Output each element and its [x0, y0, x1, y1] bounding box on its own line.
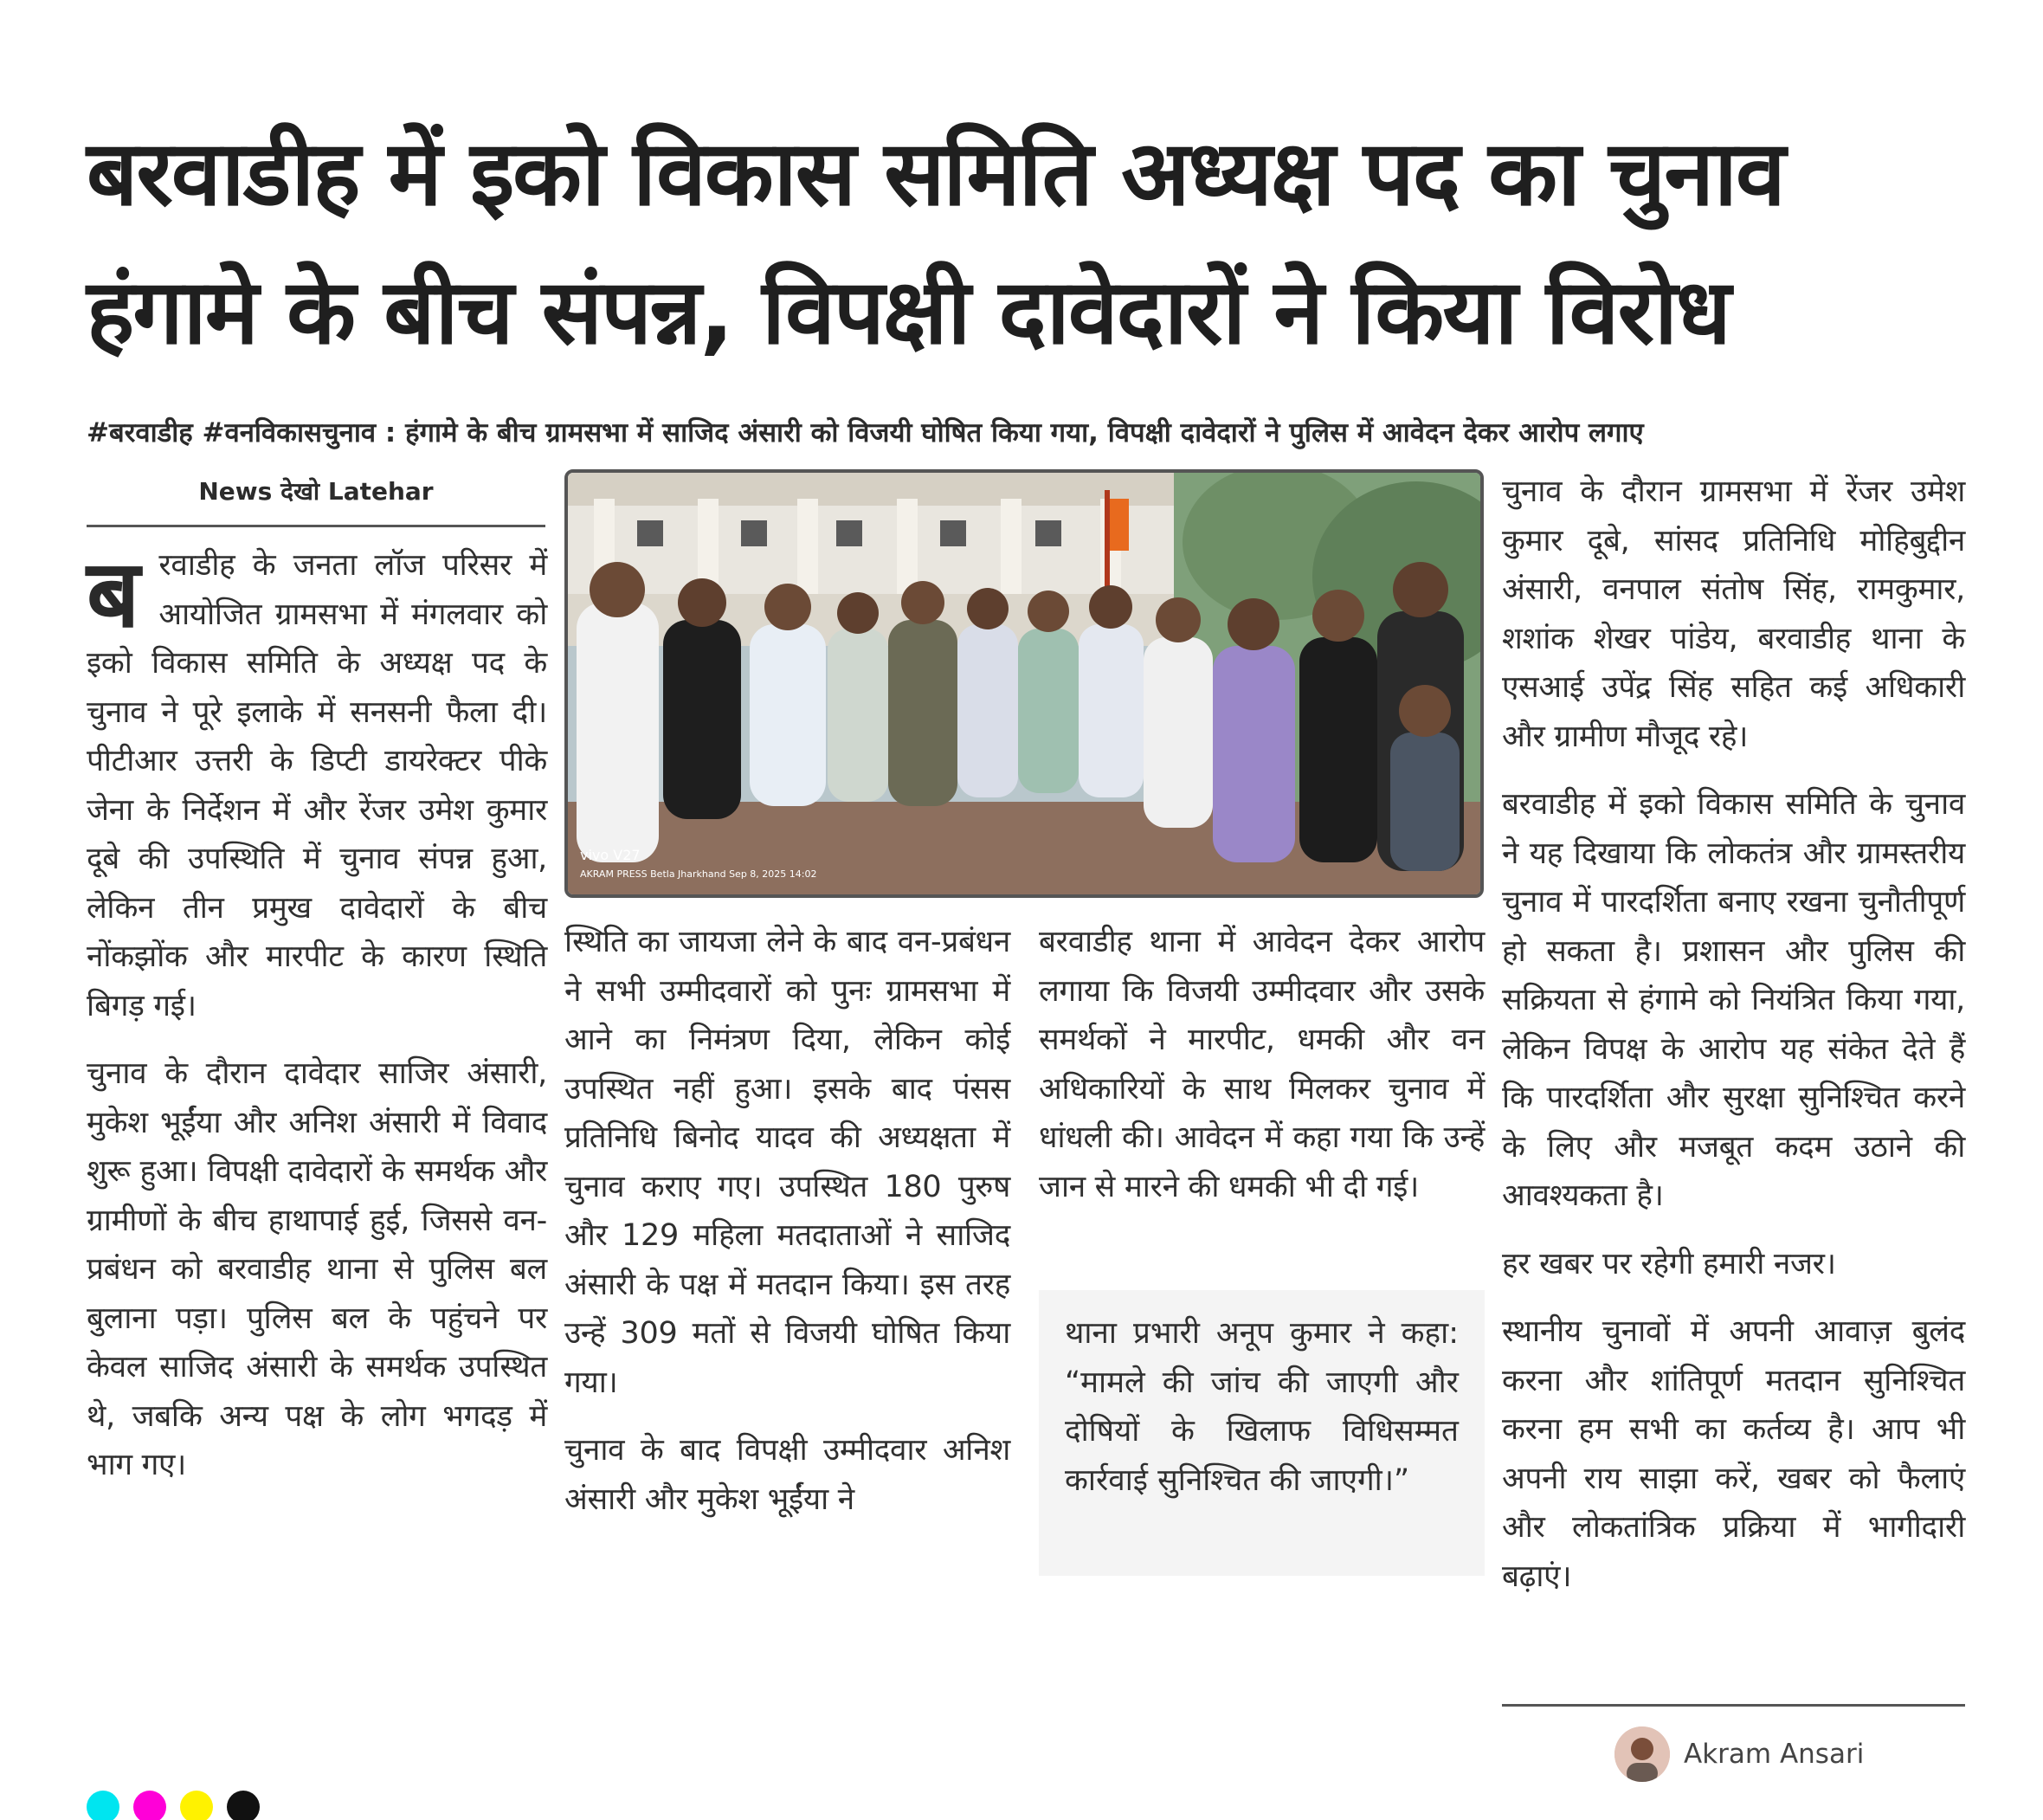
paragraph: चुनाव के दौरान दावेदार साजिर अंसारी, मुकेश भूईंया और अनिश अंसारी में विवाद शुरू हुआ। विपक्षी दावेदारों के समर्थक और ग्रामीणों के बीच हाथापाई हुई, जिससे वन-प्रबंधन को बरवाडीह थाना से पुलिस बल बुलाना पड़ा। पुलिस बल के पहुंचने पर केवल साजिद अंसारी के समर्थक उपस्थित थे, जबकि अन्य पक्ष के लोग भगदड़ में भाग गए। — [87, 1056, 547, 1482]
paragraph: चुनाव के बाद विपक्षी उम्मीदवार अनिश अंसारी और मुकेश भूईंया ने — [564, 1433, 1010, 1517]
column-1 — [87, 541, 547, 1509]
magenta-dot — [133, 1791, 166, 1820]
column-3 — [1039, 918, 1485, 1230]
author-avatar-icon — [1614, 1726, 1670, 1782]
subheadline: #बरवाडीह #वनविकासचुनाव : हंगामे के बीच ग्रामसभा में साजिद अंसारी को विजयी घोषित किया गया, विपक्षी दावेदारों ने पुलिस में आवेदन देकर आरोप लगाए — [87, 417, 1644, 449]
paragraph: बरवाडीह थाना में आवेदन देकर आरोप लगाया कि विजयी उम्मीदवार और उसके समर्थकों ने मारपीट, धमकी और वन अधिकारियों के साथ मिलकर चुनाव में धांधली की। आवेदन में कहा गया कि उन्हें जान से मारने की धमकी भी दी गई। — [1039, 925, 1485, 1204]
article-photo — [564, 469, 1484, 898]
cyan-dot — [87, 1791, 119, 1820]
end-divider — [1502, 1704, 1965, 1707]
yellow-dot — [180, 1791, 213, 1820]
column-2 — [564, 918, 1010, 1543]
author-credit — [1614, 1726, 1864, 1782]
column-4 — [1502, 468, 1965, 1620]
paragraph: चुनाव के दौरान ग्रामसभा में रेंजर उमेश कुमार दूबे, सांसद प्रतिनिधि मोहिबुद्दीन अंसारी, वनपाल संतोष सिंह, रामकुमार, शशांक शेखर पांडेय, बरवाडीह थाना के एसआई उपेंद्र सिंह सहित कई अधिकारी और ग्रामीण मौजूद रहे। — [1502, 474, 1965, 754]
headline — [87, 104, 1974, 381]
group-photo-illustration — [568, 473, 1480, 894]
headline-line-2: हंगामे के बीच संपन्न, विपक्षी दावेदारों ने किया विरोध — [87, 259, 1730, 365]
black-dot — [227, 1791, 260, 1820]
cmyk-registration-marks — [87, 1791, 260, 1820]
avatar — [1614, 1726, 1670, 1782]
byline: News देखो Latehar — [87, 474, 545, 527]
photo-watermark-caption: AKRAM PRESS Betla Jharkhand Sep 8, 2025 14:02 — [580, 868, 817, 880]
paragraph: स्थिति का जायजा लेने के बाद वन-प्रबंधन ने सभी उम्मीदवारों को पुनः ग्रामसभा में आने का निमंत्रण दिया, लेकिन कोई उपस्थित नहीं हुआ। इसके बाद पंसस प्रतिनिधि बिनोद यादव की अध्यक्षता में चुनाव कराए गए। उपस्थित 180 पुरुष और 129 महिला मतदाताओं ने साजिद अंसारी के पक्ष में मतदान किया। इस तरह उन्हें 309 मतों से विजयी घोषित किया गया। — [564, 925, 1010, 1400]
pull-quote: थाना प्रभारी अनूप कुमार ने कहा: “मामले की जांच की जाएगी और दोषियों के खिलाफ विधिसम्मत कार्रवाई सुनिश्चित की जाएगी।” — [1039, 1290, 1485, 1576]
dropcap: ब — [87, 540, 140, 649]
photo-watermark-device: vivo V27 — [580, 847, 641, 863]
paragraph: बरवाडीह में इको विकास समिति के चुनाव ने यह दिखाया कि लोकतंत्र और ग्रामस्तरीय चुनाव में पारदर्शिता बनाए रखना चुनौतीपूर्ण हो सकता है। प्रशासन और पुलिस की सक्रियता से हंगामे को नियंत्रित किया गया, लेकिन विपक्ष के आरोप यह संकेत देते हैं कि पारदर्शिता और सुरक्षा सुनिश्चित करने के लिए और मजबूत कदम उठाने की आवश्यकता है। — [1502, 787, 1965, 1213]
headline-line-1: बरवाडीह में इको विकास समिति अध्यक्ष पद का चुनाव — [87, 120, 1784, 226]
paragraph: हर खबर पर रहेगी हमारी नजर। — [1502, 1246, 1836, 1281]
paragraph-text: रवाडीह के जनता लॉज परिसर में आयोजित ग्रामसभा में मंगलवार को इको विकास समिति के अध्यक्ष पद के चुनाव ने पूरे इलाके में सनसनी फैला दी। पीटीआर उत्तरी के डिप्टी डायरेक्टर पीके जेना के निर्देशन में और रेंजर उमेश कुमार दूबे की उपस्थिति में चुनाव संपन्न हुआ, लेकिन तीन प्रमुख दावेदारों के बीच नोंकझोंक और मारपीट के कारण स्थिति बिगड़ गई। — [87, 548, 547, 1023]
paragraph — [87, 541, 547, 1030]
paragraph: स्थानीय चुनावों में अपनी आवाज़ बुलंद करना और शांतिपूर्ण मतदान सुनिश्चित करना हम सभी का कर्तव्य है। आप भी अपनी राय साझा करें, खबर को फैलाएं और लोकतांत्रिक प्रक्रिया में भागीदारी बढ़ाएं। — [1502, 1314, 1965, 1594]
author-name: Akram Ansari — [1684, 1739, 1865, 1770]
